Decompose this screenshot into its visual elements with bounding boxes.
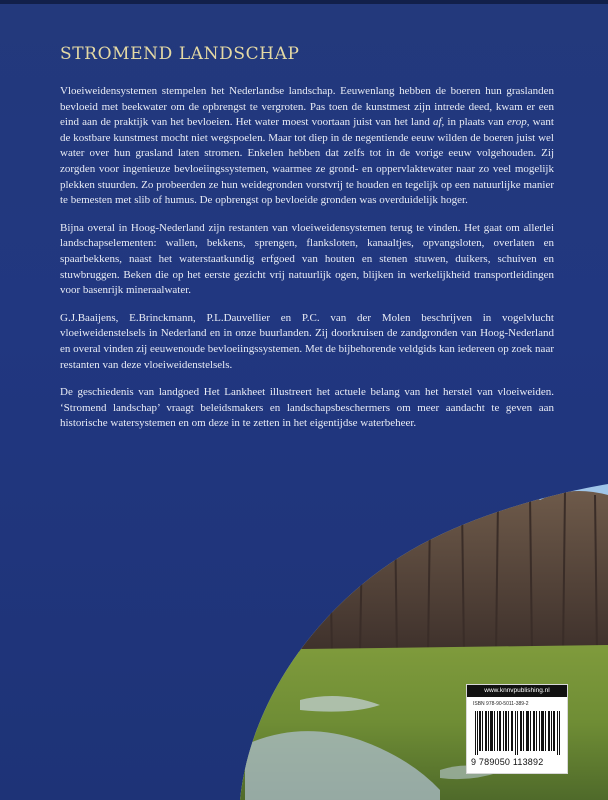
blurb-paragraph-4: De geschiedenis van landgoed Het Lankheet illustreert het actuele belang van het herstel van vloeiweiden. ‘Stromend landschap’ vraagt beleidsmakers en landschapsbeschermers om meer aandacht te geven aan historische watersystemen en om deze in te zetten in het eigentijdse waterbeheer. bbox=[60, 386, 554, 430]
blurb-text bbox=[60, 84, 554, 444]
isbn-line: ISBN 978-90-5011-389-2 bbox=[473, 701, 529, 707]
barcode-digits: 9 789050 113892 bbox=[471, 757, 544, 767]
blurb-paragraph-1: Vloeiweidensystemen stempelen het Nederlandse landschap. Eeuwenlang hebben de boeren hun graslanden bevloeid met beekwater om de opbrengst te vergroten. Pas toen de kunstmest zijn intrede deed, kwam er een eind aan de praktijk van het bevloeien. Het water moest voortaan juist van het land af, in plaats van erop, want de kostbare kunstmest mocht niet wegspoelen. Maar tot diep in de negentiende eeuw wilden de boeren juist wel water over hun grasland laten stromen. Enkelen hebben dat zelfs tot in de vorige eeuw volgehouden. Zij zorgden voor ingenieuze bevloeiingssystemen, waarmee ze grond- en oppervlaktewater naar zo veel mogelijk plekken stuurden. Zo probeerden ze hun weidegronden vorstvrij te houden en tegelijk op een natuurlijke manier te bemesten met slib of humus. De opbrengst op bevloeide gronden was overduidelijk hoger. bbox=[60, 85, 554, 207]
barcode-bars bbox=[475, 711, 561, 755]
blurb-paragraph-2: Bijna overal in Hoog-Nederland zijn restanten van vloeiweidensystemen terug te vinden. Het gaat om allerlei landschapselementen: wallen, bekkens, sprengen, flanksloten, kanaaltjes, opvangsloten, overlaten en spaarbekkens, naast het waterstaatkundig erfgoed van houten en stenen stuwen, duikers, schuiven en stuwbruggen. Beken die op het eerste gezicht vrij natuurlijk ogen, blijken in werkelijkheid transportleidingen voor basenrijk mineraalwater. bbox=[60, 221, 554, 297]
publisher-url: www.knnvpublishing.nl bbox=[467, 685, 567, 697]
emphasis-af: af bbox=[432, 116, 442, 129]
emphasis-erop: erop bbox=[506, 116, 527, 129]
blurb-paragraph-3: G.J.Baaijens, E.Brinckmann, P.L.Dauvellier en P.C. van der Molen beschrijven in vogelvlucht vloeiweidenstelsels in Nederland en in onze buurlanden. Zij doorkruisen de zandgronden van Hoog-Nederland en overal vinden zij eeuwenoude bevloeiingssystemen. Met de bijbehorende veldgids kan iedereen op zoek naar restanten van deze vloeiweidenstelsels. bbox=[60, 311, 554, 371]
book-title: STROMEND LANDSCHAP bbox=[60, 44, 300, 64]
barcode-label bbox=[466, 684, 568, 774]
